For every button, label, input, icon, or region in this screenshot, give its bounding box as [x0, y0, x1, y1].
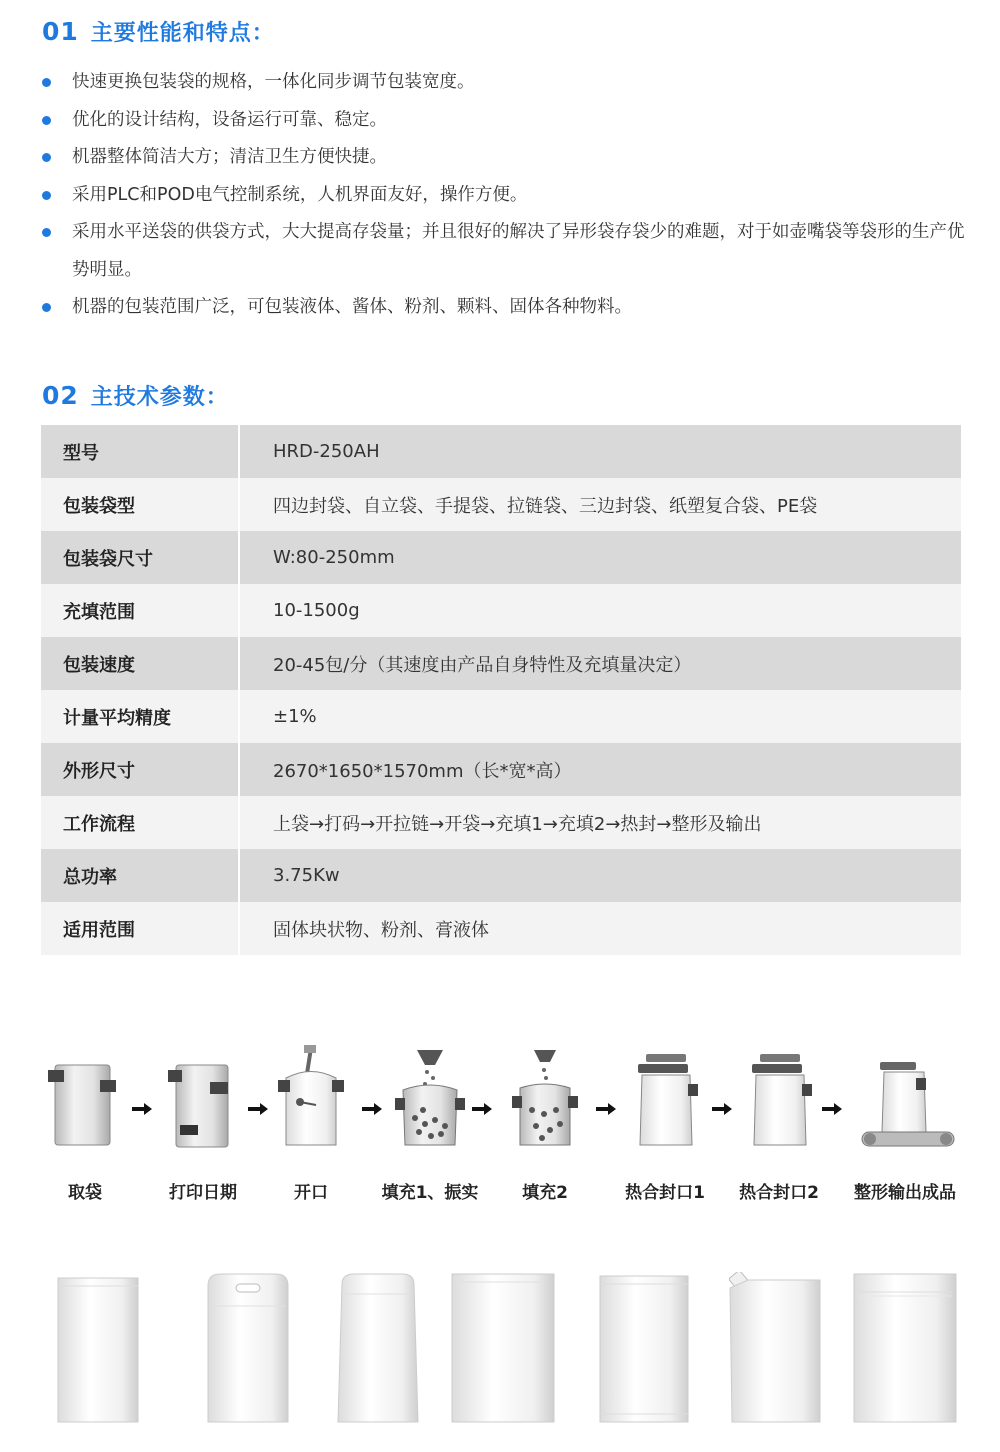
section-number: 01	[42, 17, 79, 46]
take-bag-icon	[30, 1040, 140, 1160]
process-step-label: 开口	[294, 1183, 328, 1203]
stand-up-pouch-image	[328, 1272, 428, 1432]
process-step	[610, 1040, 720, 1203]
spec-value: 四边封袋、自立袋、手提袋、拉链袋、三边封袋、纸塑复合袋、PE袋	[239, 478, 961, 531]
flat-bottom-bag-image	[48, 1272, 148, 1432]
table-row	[41, 425, 961, 478]
feature-item: 采用PLC和POD电气控制系统，人机界面友好，操作方便。	[40, 177, 965, 215]
section-title-text: 主技术参数：	[90, 385, 229, 410]
section-title-specs	[42, 380, 229, 411]
spec-value: 20-45包/分（其速度由产品自身特性及充填量决定）	[239, 637, 961, 690]
heat-seal-icon	[724, 1040, 834, 1160]
spec-value: HRD-250AH	[239, 425, 961, 478]
spec-value: 10-1500g	[239, 584, 961, 637]
process-step	[30, 1040, 140, 1203]
table-row	[41, 796, 961, 849]
heat-seal-icon	[610, 1040, 720, 1160]
spec-key: 包装速度	[41, 637, 239, 690]
output-conveyor-icon	[850, 1040, 960, 1160]
fill-vibrate-icon	[375, 1040, 485, 1160]
spec-value: 上袋→打码→开拉链→开袋→充填1→充填2→热封→整形及输出	[239, 796, 961, 849]
spec-key: 充填范围	[41, 584, 239, 637]
arrow-right-icon	[472, 1102, 492, 1116]
process-step-label: 填充1、振实	[381, 1183, 479, 1203]
feature-item: 快速更换包装袋的规格，一体化同步调节包装宽度。	[40, 64, 965, 102]
process-step	[375, 1040, 485, 1203]
table-row	[41, 531, 961, 584]
feature-item: 机器整体简洁大方；清洁卫生方便快捷。	[40, 139, 965, 177]
process-step	[490, 1040, 600, 1203]
feature-item: 采用水平送袋的供袋方式，大大提高存袋量；并且很好的解决了异形袋存袋少的难题，对于如壶嘴袋等袋形的生产优势明显。	[40, 214, 965, 289]
spec-value: 3.75Kw	[239, 849, 961, 902]
process-flow	[30, 1040, 980, 1210]
spec-key: 总功率	[41, 849, 239, 902]
section-title-text: 主要性能和特点：	[90, 21, 275, 46]
spec-key: 适用范围	[41, 902, 239, 955]
table-row	[41, 584, 961, 637]
process-step	[724, 1040, 834, 1203]
fill-icon	[490, 1040, 600, 1160]
spec-value: 固体块状物、粉剂、膏液体	[239, 902, 961, 955]
spec-table	[41, 425, 961, 955]
spec-key: 包装袋尺寸	[41, 531, 239, 584]
feature-item: 优化的设计结构，设备运行可靠、稳定。	[40, 102, 965, 140]
pillow-bag-image	[594, 1272, 694, 1432]
spec-key: 工作流程	[41, 796, 239, 849]
spec-value: W:80-250mm	[239, 531, 961, 584]
spec-value: 2670*1650*1570mm（长*宽*高）	[239, 743, 961, 796]
feature-item: 机器的包装范围广泛，可包装液体、酱体、粉剂、颗料、固体各种物料。	[40, 289, 965, 327]
spec-key: 包装袋型	[41, 478, 239, 531]
table-row	[41, 690, 961, 743]
open-bag-icon	[256, 1040, 366, 1160]
table-row	[41, 637, 961, 690]
section-number: 02	[42, 381, 79, 410]
feature-list	[40, 64, 965, 327]
process-step-label: 热合封口1	[625, 1183, 705, 1203]
process-step	[148, 1040, 258, 1203]
process-step-label: 整形输出成品	[854, 1183, 956, 1203]
section-title-features	[42, 16, 275, 47]
process-step	[256, 1040, 366, 1203]
four-side-seal-bag-image	[448, 1272, 558, 1432]
zipper-bag-image	[850, 1272, 960, 1432]
spec-key: 外形尺寸	[41, 743, 239, 796]
bag-types-gallery	[40, 1272, 970, 1432]
process-step-label: 热合封口2	[739, 1183, 819, 1203]
spec-value: ±1%	[239, 690, 961, 743]
process-step-label: 填充2	[522, 1183, 568, 1203]
process-step	[850, 1040, 960, 1203]
spout-pouch-image	[720, 1272, 830, 1432]
process-step-label: 取袋	[68, 1183, 102, 1203]
hanging-hole-bag-image	[198, 1272, 298, 1432]
spec-key: 计量平均精度	[41, 690, 239, 743]
spec-key: 型号	[41, 425, 239, 478]
table-row	[41, 902, 961, 955]
print-date-icon	[148, 1040, 258, 1160]
table-row	[41, 743, 961, 796]
process-step-label: 打印日期	[169, 1183, 237, 1203]
arrow-right-icon	[822, 1102, 842, 1116]
table-row	[41, 849, 961, 902]
table-row	[41, 478, 961, 531]
